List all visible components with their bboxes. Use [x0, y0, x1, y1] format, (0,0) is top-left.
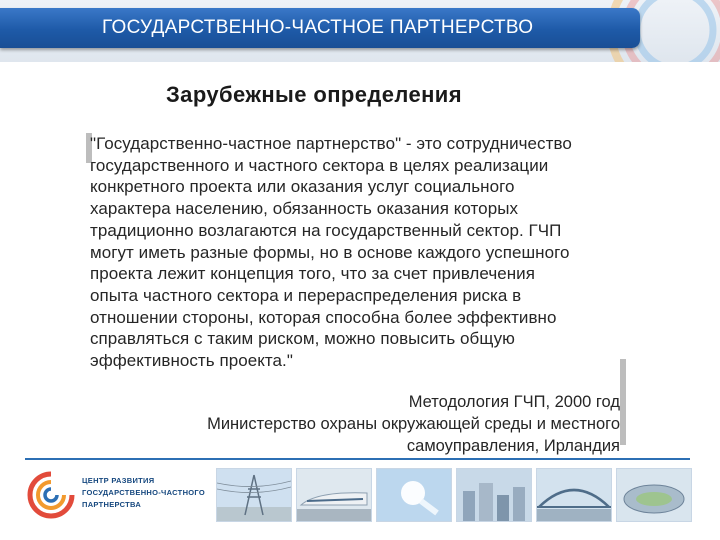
train-photo	[296, 468, 372, 522]
logo-line: ПАРТНЕРСТВА	[82, 500, 142, 509]
quote-line: "Государственно-частное партнерство" - это сотрудничество	[90, 134, 572, 153]
slide-title: Зарубежные определения	[166, 82, 462, 107]
quote-text	[90, 133, 616, 372]
source-line: Министерство охраны окружающей среды и местного	[207, 415, 620, 433]
stadium-photo	[616, 468, 692, 522]
center-logo-icon	[26, 470, 76, 520]
quote-line: отношении стороны, которая способна более эффективно	[90, 307, 557, 327]
quote-line: проекта лежит концепция того, что за счет привлечения	[90, 264, 535, 284]
quote-block	[84, 127, 644, 455]
footer-divider	[25, 458, 690, 460]
quote-line: традиционно возлагаются на государственный сектор. ГЧП	[90, 220, 562, 240]
source-line: самоуправления, Ирландия	[406, 437, 620, 455]
header-band	[0, 0, 720, 62]
header-title: ГОСУДАРСТВЕННО-ЧАСТНОЕ ПАРТНЕРСТВО	[102, 17, 534, 38]
quote-line: конкретного проекта или оказания услуг социального	[90, 177, 515, 197]
city-photo	[456, 468, 532, 522]
quote-line: опыта частного сектора и перераспределения риска в	[90, 285, 522, 305]
quote-line: могут иметь разные формы, но в основе каждого успешного	[90, 242, 570, 262]
source-line: Методология ГЧП, 2000 год	[408, 393, 620, 411]
logo-line: ЦЕНТР РАЗВИТИЯ	[82, 476, 155, 485]
quote-line: эффективность проекта."	[90, 351, 293, 371]
quote-line: характера населению, обязанность оказания которых	[90, 199, 519, 219]
center-logo-text	[82, 475, 205, 511]
light-bulb-photo	[376, 468, 452, 522]
bridge-photo	[536, 468, 612, 522]
power-lines-photo	[216, 468, 292, 522]
quote-line: государственного и частного сектора в целях реализации	[90, 155, 549, 175]
quote-source	[207, 391, 620, 457]
quote-line: справляться с таким риском, можно повысить общую	[90, 329, 515, 349]
logo-line: ГОСУДАРСТВЕННО-ЧАСТНОГО	[82, 488, 206, 497]
quote-bracket-right	[620, 359, 626, 445]
